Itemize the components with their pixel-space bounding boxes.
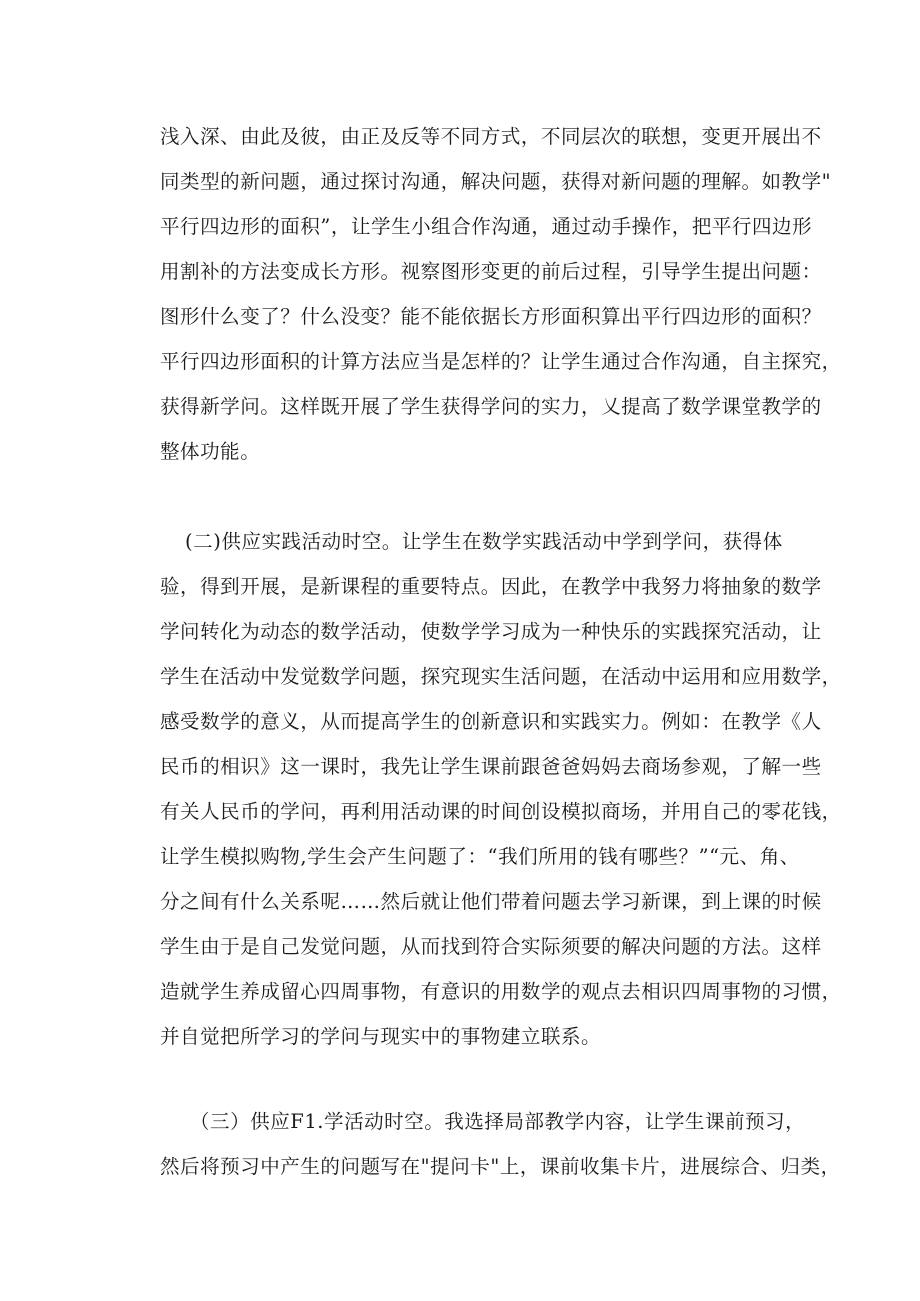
paragraph-3-line-2: 然后将预习中产生的问题写在"提问卡"上，课前收集卡片，进展综合、归类， xyxy=(160,1155,841,1178)
paragraph-2-line-5: 感受数学的意义，从而提高学生的创新意识和实践实力。例如：在教学《人 xyxy=(160,710,822,733)
paragraph-2-line-9: 分之间有什么关系呢……然后就让他们带着问题去学习新课，到上课的时候 xyxy=(160,890,822,913)
paragraph-2-line-8: 让学生模拟购物,学生会产生问题了：“我们所用的钱有哪些？”“元、角、 xyxy=(160,845,800,868)
paragraph-2-line-2: 验，得到开展，是新课程的重要特点。因此，在教学中我努力将抽象的数学 xyxy=(160,575,822,598)
paragraph-1-line-3: 平行四边形的面积”，让学生小组合作沟通，通过动手操作，把平行四边形 xyxy=(160,215,813,238)
paragraph-2-line-4: 学生在活动中发觉数学问题，探究现实生活问题，在活动中运用和应用数学， xyxy=(160,665,842,688)
paragraph-2-line-12: 并自觉把所学习的学问与现实中的事物建立联系。 xyxy=(160,1025,602,1048)
paragraph-2-line-3: 学问转化为动态的数学活动，使数学学习成为一种快乐的实践探究活动，让 xyxy=(160,620,822,643)
paragraph-2-line-1: (二)供应实践活动时空。让学生在数学实践活动中学到学问，获得体 xyxy=(185,530,783,553)
paragraph-1-line-6: 平行四边形面积的计算方法应当是怎样的？让学生通过合作沟通，自主探究， xyxy=(160,350,842,373)
paragraph-2-line-10: 学生由于是自己发觉问题，从而找到符合实际须要的解决问题的方法。这样 xyxy=(160,935,822,958)
paragraph-1-line-7: 获得新学问。这样既开展了学生获得学问的实力，乂提高了数学课堂教学的 xyxy=(160,395,822,418)
paragraph-2-line-6: 民币的相识》这一课时，我先让学生课前跟爸爸妈妈去商场参观，了解一些 xyxy=(160,755,822,778)
paragraph-3-line-1: （三）供应F1.学活动时空。我选择局部教学内容，让学生课前预习， xyxy=(190,1110,806,1133)
paragraph-1-line-1: 浅入深、由此及彼，由正及反等不同方式，不同层次的联想，变更开展出不 xyxy=(160,125,822,148)
paragraph-1-line-8: 整体功能。 xyxy=(160,440,261,463)
paragraph-1-line-2: 同类型的新问题，通过探讨沟通，解决问题，获得对新问题的理解。如教学" xyxy=(160,170,832,193)
paragraph-1-line-4: 用割补的方法变成长方形。视察图形变更的前后过程，引导学生提出问题： xyxy=(160,260,822,283)
paragraph-2-line-11: 造就学生养成留心四周事物，有意识的用数学的观点去相识四周事物的习惯， xyxy=(160,980,842,1003)
paragraph-1-line-5: 图形什么变了？什么没变？能不能依据长方形面积算出平行四边形的面积？ xyxy=(160,305,822,328)
paragraph-2-line-7: 有关人民币的学问，再利用活动课的时间创设模拟商场，并用自己的零花钱， xyxy=(160,800,842,823)
